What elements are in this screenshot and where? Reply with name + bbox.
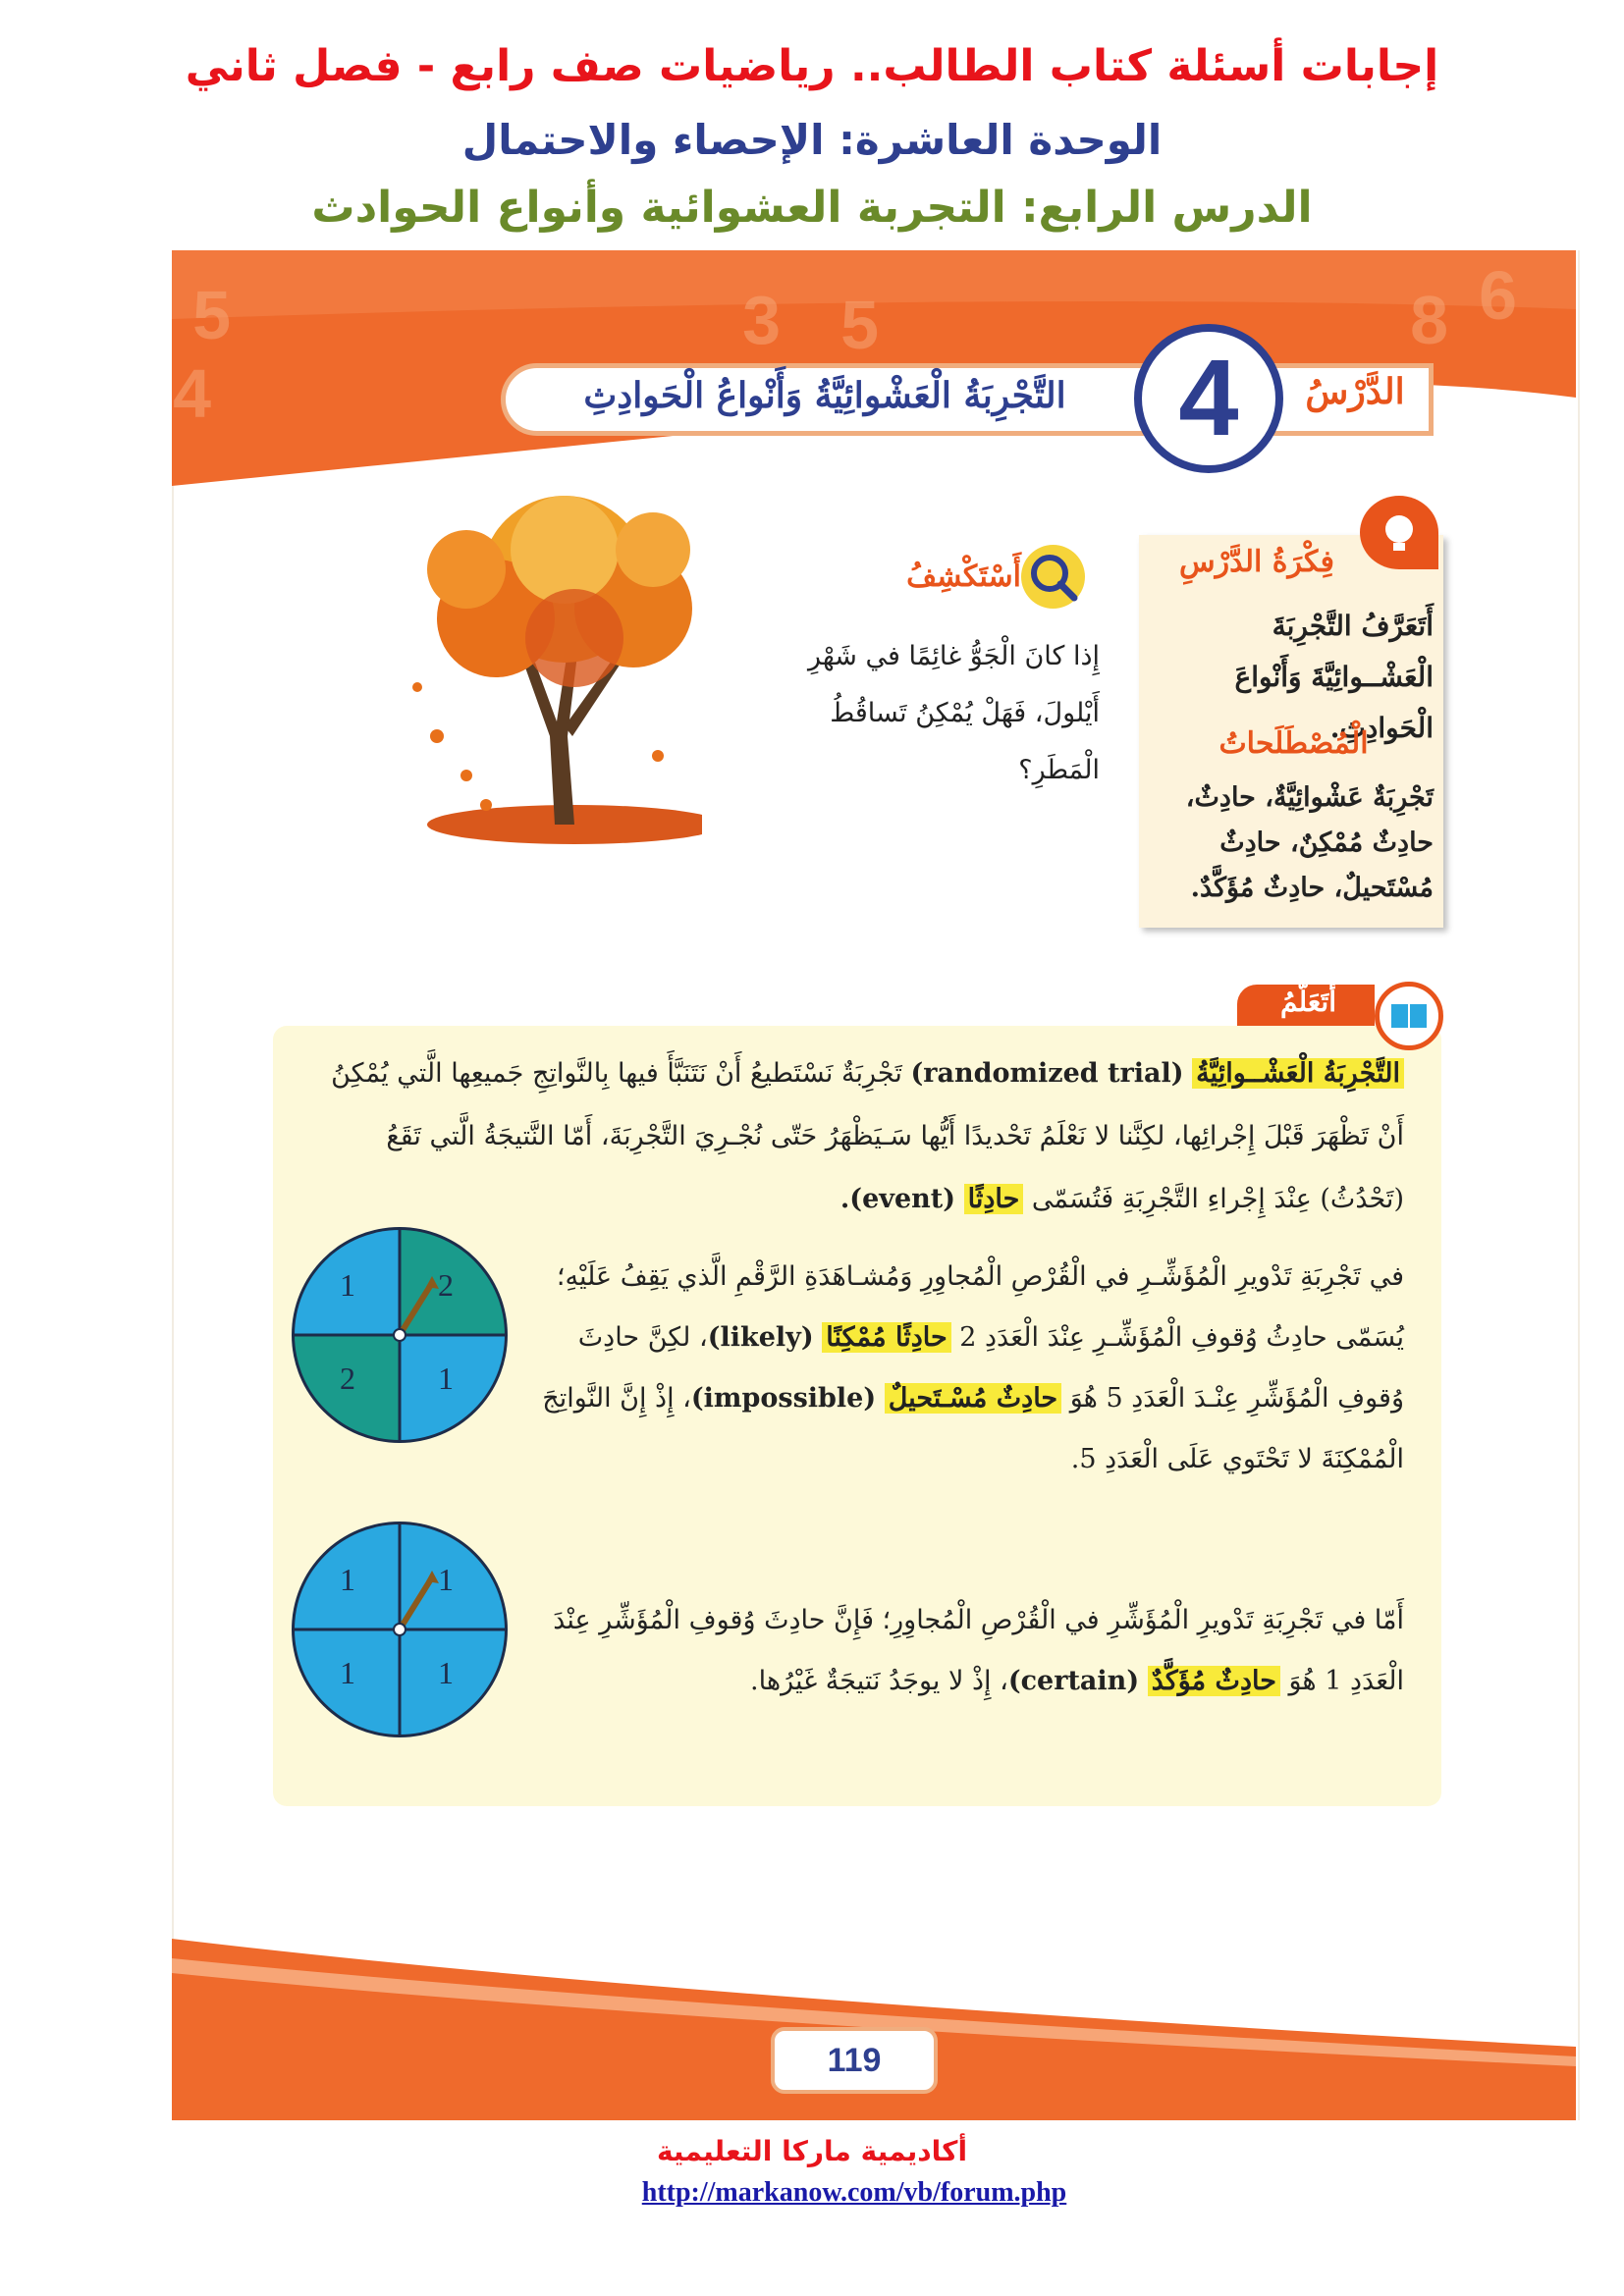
spinner-1-label: 2: [340, 1361, 355, 1396]
term-likely: حادِثًا مُمْكِنًا: [822, 1322, 950, 1353]
book-icon: [1375, 982, 1443, 1050]
lesson-title: التَّجْرِبَةُ الْعَشْوائِيَّةُ وَأَنْواعُ الْحَوادِثِ: [583, 375, 1066, 416]
unit-title: الوحدة العاشرة: الإحصاء والاحتمال: [461, 116, 1163, 164]
paragraph-likely-impossible: [511, 1247, 1404, 1490]
p3-text-b: ، إِذْ لا يوجَدُ نَتيجَةٌ غَيْرُها.: [750, 1666, 1008, 1696]
svg-text:5: 5: [840, 287, 879, 363]
term-event: حادِثًا: [964, 1184, 1024, 1214]
term-event-en: (event).: [839, 1184, 956, 1214]
explore-question: إِذا كانَ الْجَوُّ غائِمًا في شَهْرِ أَيْلولَ، فَهَلْ يُمْكِنُ تَساقُطُ الْمَطَرِ؟: [807, 641, 1100, 785]
page-number: 119: [771, 2027, 938, 2094]
definition-randomized-trial: [314, 1042, 1404, 1231]
spinner-1: [287, 1222, 513, 1448]
idea-text: أَتَعَرَّفُ التَّجْرِبَةَ الْعَشْــوائِيَّةَ وَأَنْواعَ الْحَوادِثِ.: [1234, 610, 1434, 744]
terms-title: الْمُصْطَلَحاتُ: [1218, 726, 1369, 761]
autumn-tree-image: [378, 491, 702, 854]
spinner-1-label: 1: [438, 1361, 454, 1396]
term-certain: حادِثٌ مُؤَكَّدٌ: [1148, 1666, 1280, 1696]
definition-body: تَجْرِبَةٌ نَسْتَطيعُ أَنْ نَتَنَبَّأَ فيها بِالنَّواتِجِ جَميعِها الَّتي يُمْكِنُ أَنْ تَظْهَرَ قَبْلَ إِجْرائِها، لكِنَّنا لا نَعْلَمُ تَحْديدًا أَيُّها سَـيَظْهَرُ حَتّى نُجْـرِيَ التَّجْرِبَةَ، أَمّا النَّتيجَةُ الَّتي تَقَعُ (تَحْدُثُ) عِنْدَ إِجْراءِ التَّجْرِبَةِ فَتُسَمّى: [331, 1058, 1404, 1214]
footer-academy-name: أكاديمية ماركا التعليمية: [656, 2135, 968, 2167]
lightbulb-icon: [1360, 496, 1438, 569]
spinner-1-label: 2: [438, 1267, 454, 1303]
p3-text-a: أَمّا في تَجْرِبَةِ تَدْويرِ الْمُؤَشِّرِ في الْقُرْصِ الْمُجاوِرِ؛ فَإِنَّ حادِثَ وُقوفِ الْمُؤَشِّرِ عِنْدَ الْعَدَدِ 1 هُوَ: [553, 1605, 1404, 1696]
svg-text:8: 8: [1410, 282, 1448, 358]
spinner-2: [287, 1517, 513, 1742]
term-randomized-trial: التَّجْرِبَةُ الْعَشْــوائِيَّةُ: [1192, 1058, 1404, 1089]
idea-title: فِكْرَةُ الدَّرْسِ: [1179, 545, 1334, 579]
spinner-2-label: 1: [438, 1562, 454, 1597]
terms-text: تَجْرِبَةٌ عَشْوائِيَّةٌ، حادِثٌ، حادِثٌ مُمْكِنٌ، حادِثٌ مُسْتَحيلٌ، حادِثٌ مُؤَكَّدٌ.: [1185, 782, 1434, 903]
term-impossible: حادِثٌ مُسْـتَحيلٌ: [885, 1383, 1061, 1414]
explore-label: أَسْتَكْشِفُ: [906, 560, 1021, 594]
p2-text-a: في تَجْرِبَةِ تَدْويرِ الْمُؤَشِّـرِ في الْقُرْصِ الْمُجاوِرِ وَمُشـاهَدَةِ الرَّقْمِ الَّذي يَقِفُ عَلَيْهِ؛ يُسَمّى حادِثُ وُقوفِ الْمُؤَشِّـرِ عِنْدَ الْعَدَدِ 2: [556, 1261, 1404, 1353]
p2-text-b: ، لكِنَّ حادِثَ وُقوفِ الْمُؤَشِّرِ عِنْـدَ الْعَدَدِ 5 هُوَ: [577, 1322, 1404, 1414]
lesson-word: الدَّرْسُ: [1305, 371, 1405, 412]
lesson-number: 4: [1178, 338, 1239, 458]
magnifier-icon: [1021, 545, 1085, 609]
svg-text:6: 6: [1479, 257, 1517, 334]
spinner-2-label: 1: [340, 1562, 355, 1597]
svg-text:4: 4: [173, 355, 211, 432]
term-certain-en: (certain): [1007, 1666, 1140, 1696]
learn-label: أَتَعَلَّمُ: [1280, 986, 1336, 1018]
lesson-number-circle: [1134, 324, 1283, 473]
lesson-subtitle: الدرس الرابع: التجربة العشوائية وأنواع الحوادث: [311, 183, 1313, 233]
footer-link[interactable]: http://markanow.com/vb/forum.php: [641, 2177, 1067, 2208]
svg-text:5: 5: [192, 277, 231, 353]
header-title: إجابات أسئلة كتاب الطالب.. رياضيات صف رابع - فصل ثاني: [185, 41, 1439, 91]
term-likely-en: (likely): [707, 1322, 814, 1353]
spinner-2-label: 1: [340, 1655, 355, 1690]
spinner-1-label: 1: [340, 1267, 355, 1303]
term-impossible-en: (impossible): [690, 1383, 877, 1414]
svg-text:3: 3: [742, 282, 781, 358]
paragraph-certain: [511, 1590, 1404, 1712]
p2-text-c: ، إِذْ إِنَّ النَّواتِجَ الْمُمْكِنَةَ لا تَحْتَوي عَلَى الْعَدَدِ 5.: [542, 1383, 1404, 1474]
term-randomized-trial-en: (randomized trial): [910, 1058, 1184, 1089]
spinner-2-label: 1: [438, 1655, 454, 1690]
